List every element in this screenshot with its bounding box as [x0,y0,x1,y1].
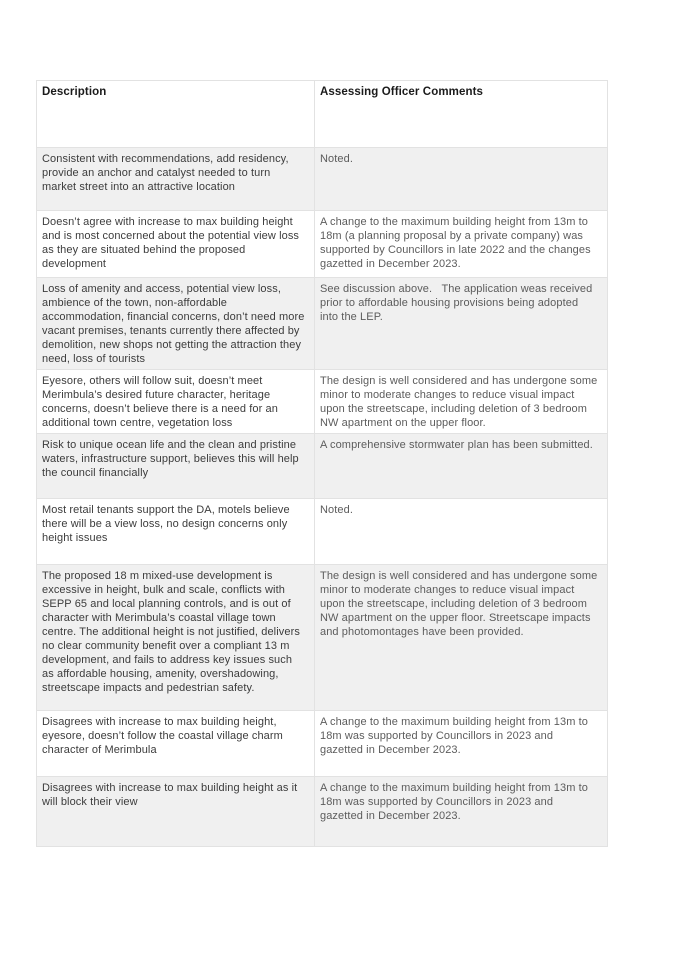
table-header-row [37,81,608,148]
table-row [37,499,608,565]
table-row [37,434,608,499]
assessing-officer-comment-cell: Noted. [315,148,608,211]
table-row [37,777,608,847]
description-cell: Eyesore, others will follow suit, doesn’t meet Merimbula’s desired future character, heritage concerns, doesn’t believe there is a need for an additional town centre, vegetation loss [37,370,315,434]
assessing-officer-comment-cell: A change to the maximum building height from 13m to 18m (a planning proposal by a private company) was supported by Councillors in late 2022 and the changes gazetted in December 2023. [315,211,608,278]
assessing-officer-comment-cell: A change to the maximum building height from 13m to 18m was supported by Councillors in 2023 and gazetted in December 2023. [315,711,608,777]
description-cell: The proposed 18 m mixed-use development is excessive in height, bulk and scale, conflicts with SEPP 65 and local planning controls, and is out of character with Merimbula’s coastal village town centre. The additional height is not justified, delivers no clear community benefit over a compliant 13 m development, and fails to address key issues such as affordable housing, amenity, overshadowing, streetscape impacts and pedestrian safety. [37,565,315,711]
table-row [37,148,608,211]
table-body [37,148,608,847]
description-cell: Most retail tenants support the DA, motels believe there will be a view loss, no design concerns only height issues [37,499,315,565]
assessing-officer-comment-cell: The design is well considered and has undergone some minor to moderate changes to reduce visual impact upon the streetscape, including deletion of 3 bedroom NW apartment on the upper floor. [315,370,608,434]
table-row [37,370,608,434]
column-header-description: Description [37,81,315,148]
submissions-assessment-table [36,80,608,847]
column-header-assessing-officer-comments: Assessing Officer Comments [315,81,608,148]
assessing-officer-comment-cell: A comprehensive stormwater plan has been submitted. [315,434,608,499]
table-row [37,565,608,711]
assessing-officer-comment-cell: Noted. [315,499,608,565]
assessing-officer-comment-cell: See discussion above. The application weas received prior to affordable housing provisions being adopted into the LEP. [315,278,608,370]
description-cell: Doesn’t agree with increase to max building height and is most concerned about the potential view loss as they are situated behind the proposed development [37,211,315,278]
description-cell: Risk to unique ocean life and the clean and pristine waters, infrastructure support, believes this will help the council financially [37,434,315,499]
table-row [37,278,608,370]
table-row [37,711,608,777]
assessing-officer-comment-cell: A change to the maximum building height from 13m to 18m was supported by Councillors in 2023 and gazetted in December 2023. [315,777,608,847]
description-cell: Disagrees with increase to max building height, eyesore, doesn’t follow the coastal village charm character of Merimbula [37,711,315,777]
description-cell: Consistent with recommendations, add residency, provide an anchor and catalyst needed to turn market street into an attractive location [37,148,315,211]
description-cell: Loss of amenity and access, potential view loss, ambience of the town, non-affordable accommodation, financial concerns, don’t need more vacant premises, tenants currently there affected by demolition, new shops not getting the attraction they need, loss of tourists [37,278,315,370]
description-cell: Disagrees with increase to max building height as it will block their view [37,777,315,847]
table-row [37,211,608,278]
assessing-officer-comment-cell: The design is well considered and has undergone some minor to moderate changes to reduce visual impact upon the streetscape, including deletion of 3 bedroom NW apartment on the upper floor. Streetscape impacts and photomontages have been provided. [315,565,608,711]
